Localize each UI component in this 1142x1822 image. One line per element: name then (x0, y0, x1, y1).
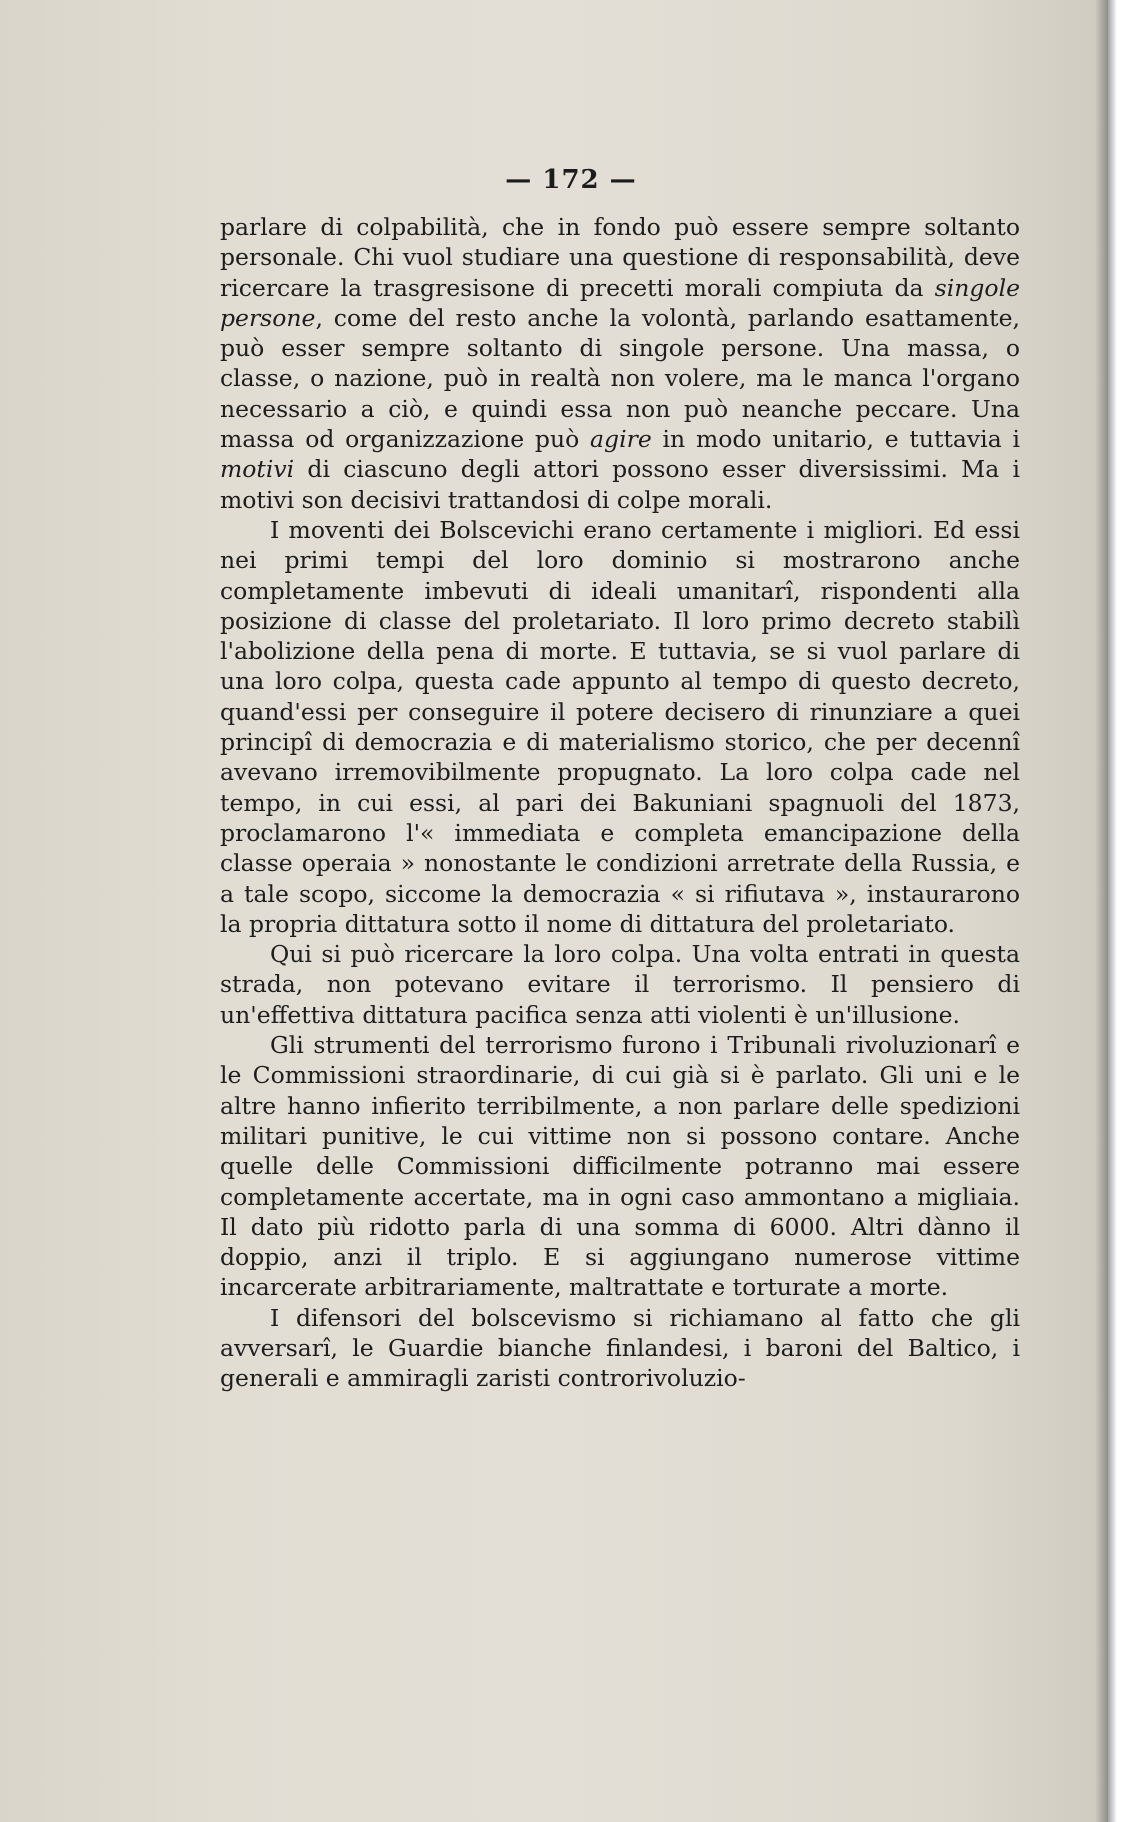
text-segment: I moventi dei Bolscevichi erano certamente i migliori. Ed essi nei primi tempi del loro dominio si mostrarono anche completamente imbevuti di ideali umanitarî, rispondenti alla posizione di classe del proletariato. Il loro primo decreto stabilì l'abolizione della pena di morte. E tuttavia, se si vuol parlare di una loro colpa, questa cade appunto al tempo di questo decreto, quand'essi per conseguire il potere decisero di rinunziare a quei principî di democrazia e di materialismo storico, che per decennî avevano irremovibilmente propugnato. La loro colpa cade nel tempo, in cui essi, al pari dei Bakuniani spagnuoli del 1873, proclamarono l'« immediata e completa emancipazione della classe operaia » nonostante le condizioni arretrate della Russia, e a tale scopo, siccome la democrazia « si rifiutava », instaurarono la propria dittatura sotto il nome di dittatura del proletariato. (220, 515, 1020, 938)
text-segment: di ciascuno degli attori possono esser diversissimi. Ma i motivi son decisivi trattandosi di colpe morali. (220, 455, 1020, 514)
paragraph (220, 212, 1020, 515)
body-text (220, 212, 1020, 1394)
emphasized-text: agire (590, 425, 652, 454)
paragraph (220, 515, 1020, 939)
emphasized-text: singole persone (220, 273, 1020, 332)
paragraph (220, 1030, 1020, 1303)
text-segment: Qui si può ricercare la loro colpa. Una volta entrati in questa strada, non potevano evitare il terrorismo. Il pensiero di un'effettiva dittatura pacifica senza atti violenti è un'illusione. (220, 940, 1020, 1029)
paragraph (220, 939, 1020, 1030)
text-segment: Gli strumenti del terrorismo furono i Tribunali rivoluzionarî e le Commissioni straordinarie, di cui già si è parlato. Gli uni e le altre hanno infierito terribilmente, a non parlare delle spedizioni militari punitive, le cui vittime non si possono contare. Anche quelle delle Commissioni difficilmente potranno mai essere completamente accertate, ma in ogni caso ammontano a migliaia. Il dato più ridotto parla di una somma di 6000. Altri dànno il doppio, anzi il triplo. E si aggiungano numerose vittime incarcerate arbitrariamente, maltrattate e torturate a morte. (220, 1031, 1020, 1302)
text-segment: , come del resto anche la volontà, parlando esattamente, può esser sempre soltanto di singole persone. Una massa, o classe, o nazione, può in realtà non volere, ma le manca l'organo necessario a ciò, e quindi essa non può neanche peccare. Una massa od organizzazione può (220, 303, 1020, 454)
text-segment: in modo unitario, e tuttavia i (651, 425, 1020, 454)
page-edge-shadow (1095, 0, 1117, 1822)
text-segment: parlare di colpabilità, che in fondo può essere sempre soltanto personale. Chi vuol studiare una questione di responsabilità, deve ricercare la trasgresisone di precetti morali compiuta da (220, 213, 1020, 302)
paragraph (220, 1303, 1020, 1394)
text-segment: I difensori del bolscevismo si richiamano al fatto che gli avversarî, le Guardie bianche finlandesi, i baroni del Baltico, i generali e ammiragli zaristi controrivoluzio- (220, 1303, 1020, 1393)
page-number: — 172 — (505, 165, 637, 195)
emphasized-text: motivi (220, 455, 295, 484)
